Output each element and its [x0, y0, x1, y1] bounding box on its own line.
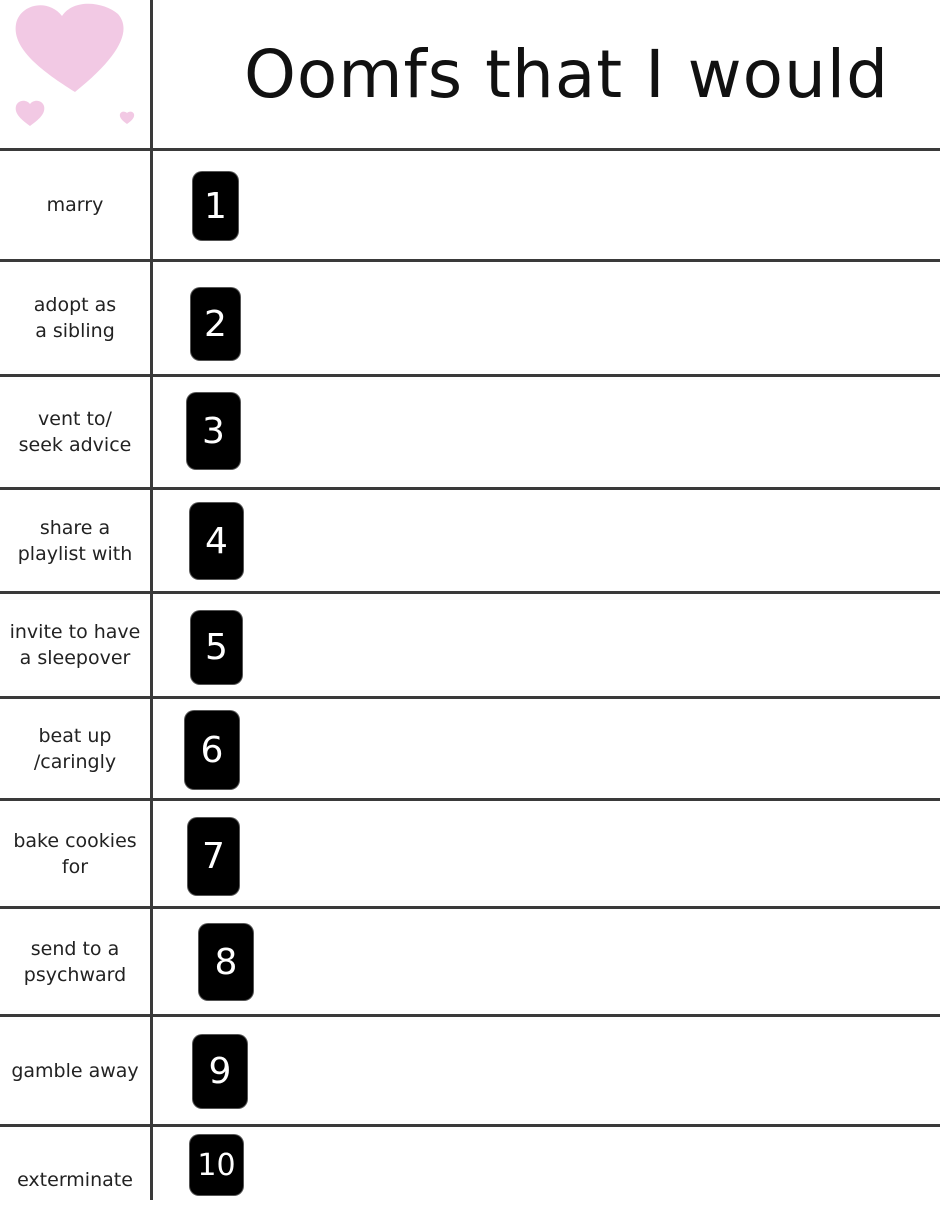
row-divider — [0, 1124, 940, 1127]
row-label-adopt-sibling: adopt as a sibling — [33, 294, 117, 342]
number-badge: 6 — [185, 711, 239, 789]
number-badge: 2 — [191, 288, 240, 360]
pink-hearts-icon — [0, 0, 150, 149]
number-badge: 8 — [199, 924, 253, 1000]
row-label-exterminate: exterminate — [17, 1169, 133, 1191]
page-title: Oomfs that I would — [243, 36, 890, 113]
number-badge: 1 — [193, 172, 238, 240]
row-label-playlist: share a playlist with — [17, 516, 133, 565]
number-badge: 10 — [190, 1135, 243, 1195]
number-badge: 9 — [193, 1035, 247, 1108]
column-divider — [150, 0, 153, 1200]
row-label-vent: vent to/ seek advice — [18, 408, 132, 456]
number-badge: 4 — [190, 503, 243, 579]
row-label-cookies: bake cookies for — [13, 829, 137, 878]
row-label-beat-up: beat up /caringly — [33, 724, 117, 773]
row-label-psychward: send to a psychward — [23, 937, 127, 986]
number-badge: 3 — [187, 393, 240, 469]
row-label-gamble: gamble away — [11, 1059, 139, 1082]
row-label-marry: marry — [46, 194, 104, 216]
number-badge: 5 — [191, 611, 242, 684]
row-label-sleepover: invite to have a sleepover — [9, 621, 141, 669]
number-badge: 7 — [188, 818, 239, 895]
